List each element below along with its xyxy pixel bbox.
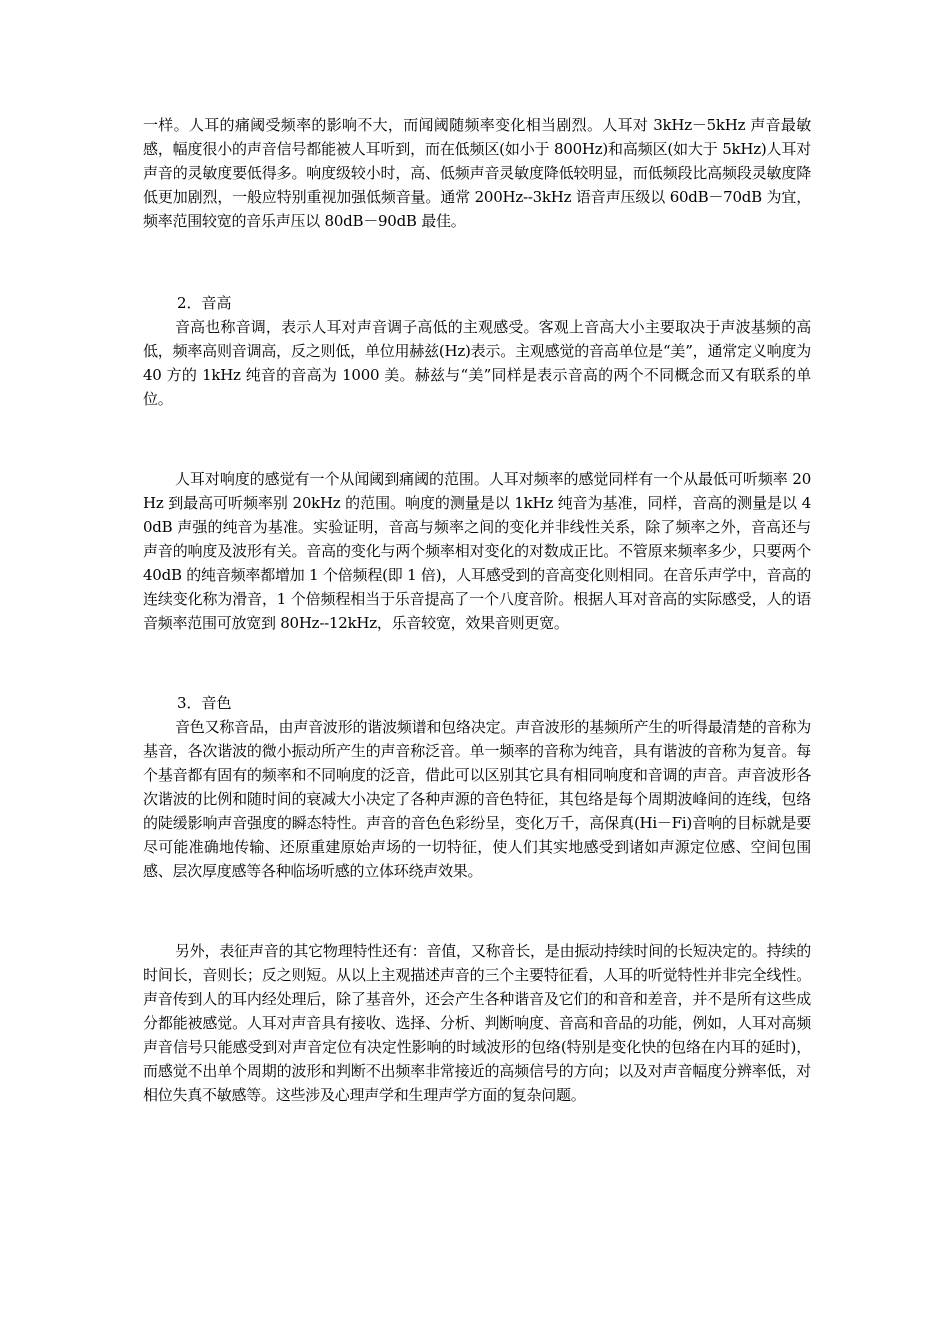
paragraph-timbre: 音色又称音品，由声音波形的谐波频谱和包络决定。声音波形的基频所产生的听得最清楚的音称为基音，各次谐波的微小振动所产生的声音称泛音。单一频率的音称为纯音，具有谐波的音称为复音。每个基音都有固有的频率和不同响度的泛音，借此可以区别其它具有相同响度和音调的声音。声音波形各次谐波的比例和随时间的衰减大小决定了各种声源的音色特征，其包络是每个周期波峰间的连线，包络的陡缓影响声音强度的瞬态特性。声音的音色色彩纷呈，变化万千，高保真(Hi－Fi)音响的目标就是要尽可能准确地传输、还原重建原始声场的一切特征，使人们其实地感受到诸如声源定位感、空间包围感、层次厚度感等各种临场听感的立体环绕声效果。 [143,718,811,880]
paragraph-loudness-continued: 一样。人耳的痛阈受频率的影响不大，而闻阈随频率变化相当剧烈。人耳对 3kHz－5kHz 声音最敏感，幅度很小的声音信号都能被人耳听到，而在低频区(如小于 800Hz)和高频区(如大于 5kHz)人耳对声音的灵敏度要低得多。响度级较小时，高、低频声音灵敏度降低较明显，而低频段比高频段灵敏度降低更加剧烈，一般应特别重视加强低频音量。通常 200Hz--3kHz 语音声压级以 60dB－70dB 为宜，频率范围较宽的音乐声压以 80dB－90dB 最佳。 [143,116,811,230]
paragraph-other-properties: 另外，表征声音的其它物理特性还有：音值，又称音长，是由振动持续时间的长短决定的。持续的时间长，音则长；反之则短。从以上主观描述声音的三个主要特征看，人耳的听觉特性并非完全线性。声音传到人的耳内经处理后，除了基音外，还会产生各种谐音及它们的和音和差音，并不是所有这些成分都能被感觉。人耳对声音具有接收、选择、分析、判断响度、音高和音品的功能，例如，人耳对高频声音信号只能感受到对声音定位有决定性影响的时域波形的包络(特别是变化快的包络在内耳的延时)，而感觉不出单个周期的波形和判断不出频率非常接近的高频信号的方向；以及对声音幅度分辨率低，对相位失真不敏感等。这些涉及心理声学和生理声学方面的复杂问题。 [143,942,811,1104]
spacer [143,411,811,467]
section-heading-timbre: 3．音色 [177,694,232,712]
paragraph-pitch-definition: 音高也称音调，表示人耳对声音调子高低的主观感受。客观上音高大小主要取决于声波基频的高低，频率高则音调高，反之则低，单位用赫兹(Hz)表示。主观感觉的音高单位是“美”，通常定义响度为 40 方的 1kHz 纯音的音高为 1000 美。赫兹与“美”同样是表示音高的两个不同概念而又有联系的单位。 [143,318,811,408]
spacer [143,635,811,691]
document-page [143,113,811,1107]
section-heading-pitch: 2．音高 [177,294,232,312]
spacer [143,883,811,939]
paragraph-pitch-perception: 人耳对响度的感觉有一个从闻阈到痛阈的范围。人耳对频率的感觉同样有一个从最低可听频率 20Hz 到最高可听频率别 20kHz 的范围。响度的测量是以 1kHz 纯音为基准，同样，音高的测量是以 40dB 声强的纯音为基准。实验证明，音高与频率之间的变化并非线性关系，除了频率之外，音高还与声音的响度及波形有关。音高的变化与两个频率相对变化的对数成正比。不管原来频率多少，只要两个 40dB 的纯音频率都增加 1 个倍频程(即 1 倍)，人耳感受到的音高变化则相同。在音乐声学中，音高的连续变化称为滑音，1 个倍频程相当于乐音提高了一个八度音阶。根据人耳对音高的实际感受，人的语音频率范围可放宽到 80Hz--12kHz，乐音较宽，效果音则更宽。 [143,470,811,632]
spacer [143,233,811,291]
